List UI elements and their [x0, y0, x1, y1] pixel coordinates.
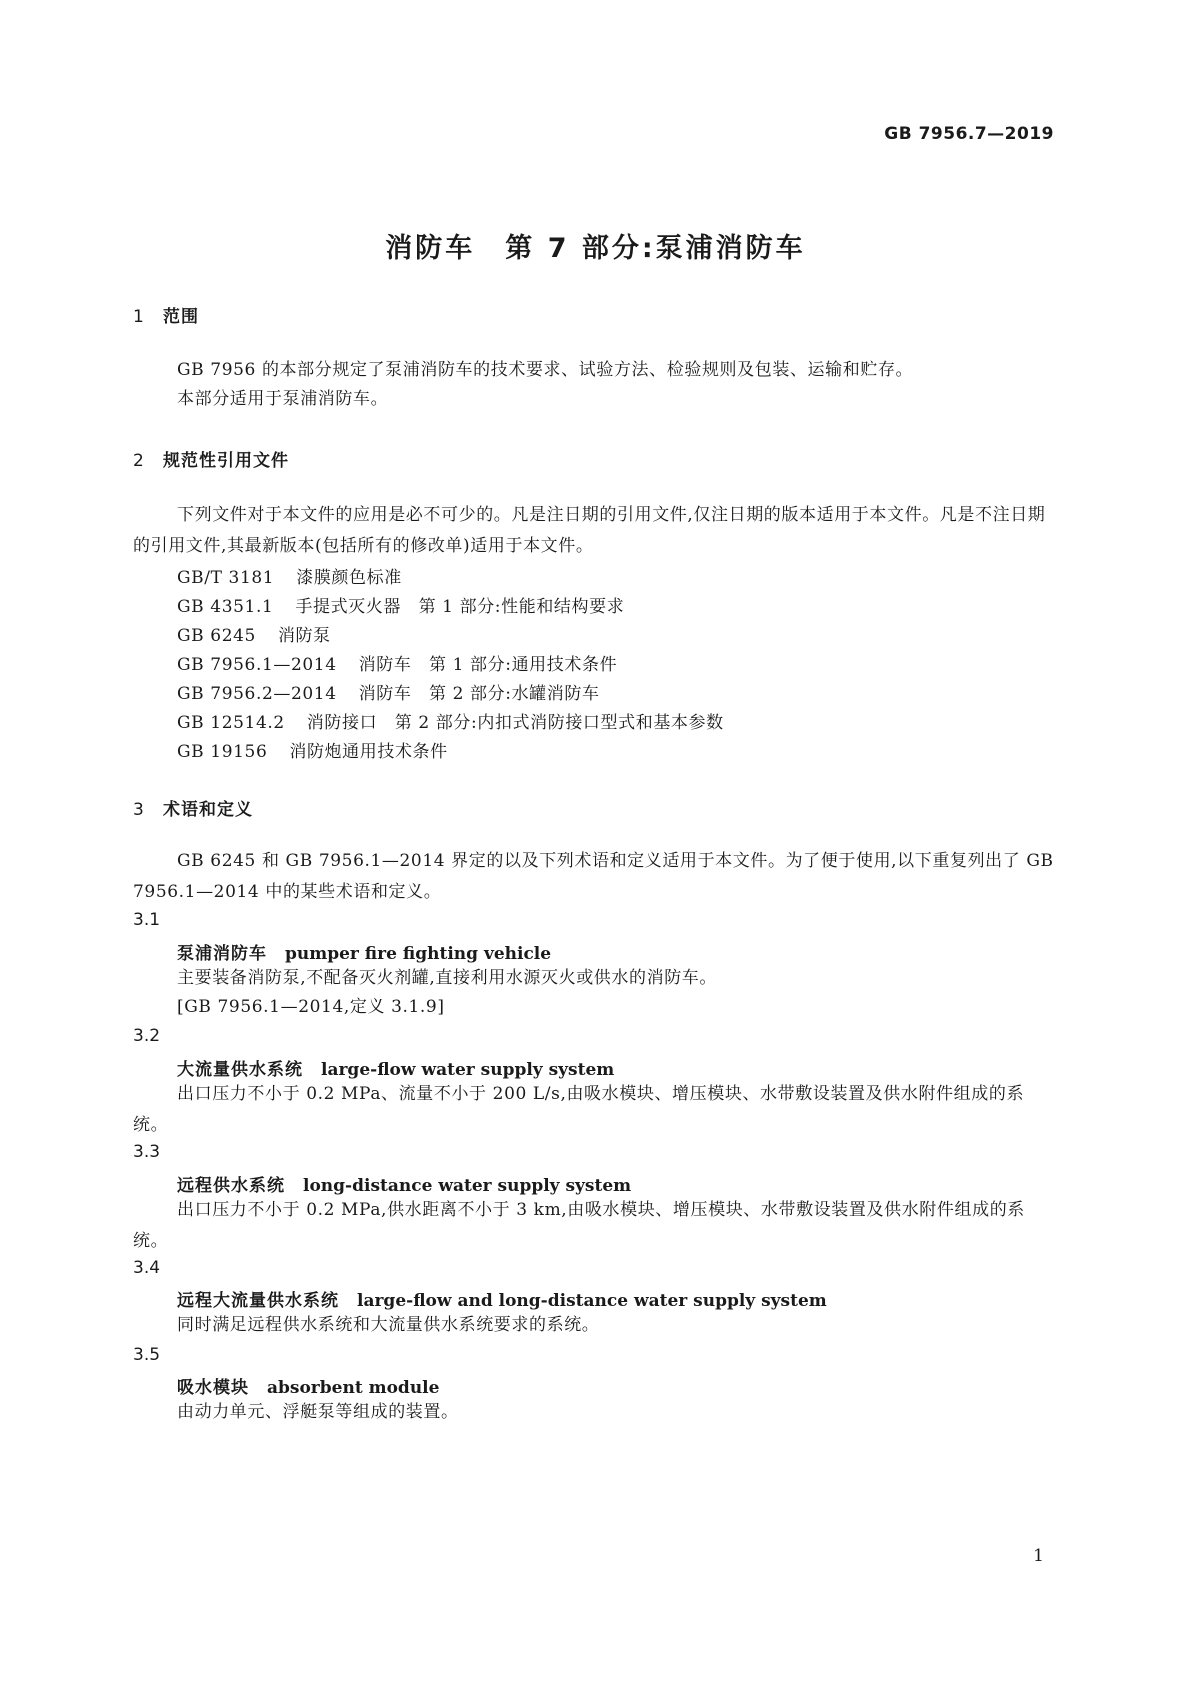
ref-code: GB 7956.2—2014	[177, 684, 337, 704]
term-name-zh: 吸水模块	[177, 1378, 249, 1398]
ref-title: 手提式灭火器 第 1 部分:性能和结构要求	[295, 597, 625, 617]
ref-title: 消防炮通用技术条件	[289, 742, 448, 762]
ref-title: 消防接口 第 2 部分:内扣式消防接口型式和基本参数	[306, 713, 724, 733]
term-name	[177, 939, 551, 964]
section-title: 规范性引用文件	[163, 451, 289, 471]
section-3-intro: GB 6245 和 GB 7956.1—2014 界定的以及下列术语和定义适用于本文件。为了便于使用,以下重复列出了 GB 7956.1—2014 中的某些术语和定义。	[133, 851, 1054, 902]
term-name	[177, 1171, 631, 1196]
section-1-para-2: 本部分适用于泵浦消防车。	[177, 389, 389, 409]
section-title: 范围	[163, 307, 199, 327]
normative-ref	[177, 563, 402, 588]
term-definition: 出口压力不小于 0.2 MPa、流量不小于 200 L/s,由吸水模块、增压模块、水带敷设装置及供水附件组成的系统。	[133, 1084, 1025, 1135]
term-definition: 主要装备消防泵,不配备灭火剂罐,直接利用水源灭火或供水的消防车。	[177, 968, 718, 988]
ref-code: GB 19156	[177, 742, 268, 762]
section-2-intro: 下列文件对于本文件的应用是必不可少的。凡是注日期的引用文件,仅注日期的版本适用于本文件。凡是不注日期的引用文件,其最新版本(包括所有的修改单)适用于本文件。	[133, 505, 1046, 556]
ref-code: GB 7956.1—2014	[177, 655, 337, 675]
normative-ref	[177, 592, 624, 617]
term-name-en: pumper fire fighting vehicle	[285, 944, 552, 964]
normative-ref	[177, 650, 617, 675]
ref-title: 消防泵	[277, 626, 331, 646]
ref-title: 消防车 第 1 部分:通用技术条件	[358, 655, 618, 675]
ref-title: 消防车 第 2 部分:水罐消防车	[358, 684, 600, 704]
term-definition: 出口压力不小于 0.2 MPa,供水距离不小于 3 km,由吸水模块、增压模块、水带敷设装置及供水附件组成的系统。	[133, 1200, 1025, 1251]
term-name-zh: 远程供水系统	[177, 1176, 285, 1196]
section-1-heading	[133, 302, 199, 327]
normative-ref	[177, 708, 724, 733]
normative-ref	[177, 737, 448, 762]
ref-code: GB 6245	[177, 626, 256, 646]
page-number: 1	[1033, 1546, 1044, 1566]
section-number: 3	[133, 800, 145, 820]
term-name-zh: 大流量供水系统	[177, 1060, 303, 1080]
term-name	[177, 1055, 614, 1080]
term-number: 3.1	[133, 910, 161, 930]
term-number: 3.3	[133, 1142, 161, 1162]
section-number: 1	[133, 307, 145, 327]
term-name-zh: 远程大流量供水系统	[177, 1291, 339, 1311]
term-source: [GB 7956.1—2014,定义 3.1.9]	[177, 997, 445, 1017]
term-number: 3.4	[133, 1258, 161, 1278]
term-name-en: large-flow water supply system	[321, 1060, 615, 1080]
ref-title: 漆膜颜色标准	[296, 568, 402, 588]
term-name-en: large-flow and long-distance water supply system	[357, 1291, 827, 1311]
normative-ref	[177, 621, 331, 646]
section-1-para-1: GB 7956 的本部分规定了泵浦消防车的技术要求、试验方法、检验规则及包装、运输和贮存。	[177, 360, 914, 380]
section-number: 2	[133, 451, 145, 471]
ref-code: GB 4351.1	[177, 597, 274, 617]
ref-code: GB/T 3181	[177, 568, 275, 588]
term-name	[177, 1373, 439, 1398]
section-2-heading	[133, 446, 289, 471]
term-name-en: long-distance water supply system	[303, 1176, 632, 1196]
standard-number: GB 7956.7—2019	[884, 124, 1054, 144]
section-title: 术语和定义	[163, 800, 253, 820]
term-name-en: absorbent module	[267, 1378, 440, 1398]
term-name	[177, 1286, 827, 1311]
ref-code: GB 12514.2	[177, 713, 285, 733]
term-definition: 由动力单元、浮艇泵等组成的装置。	[177, 1402, 459, 1422]
normative-ref	[177, 679, 600, 704]
document-title: 消防车 第 7 部分:泵浦消防车	[385, 233, 806, 264]
section-3-heading	[133, 795, 253, 820]
term-name-zh: 泵浦消防车	[177, 944, 267, 964]
term-definition: 同时满足远程供水系统和大流量供水系统要求的系统。	[177, 1315, 600, 1335]
term-number: 3.2	[133, 1026, 161, 1046]
term-number: 3.5	[133, 1345, 161, 1365]
